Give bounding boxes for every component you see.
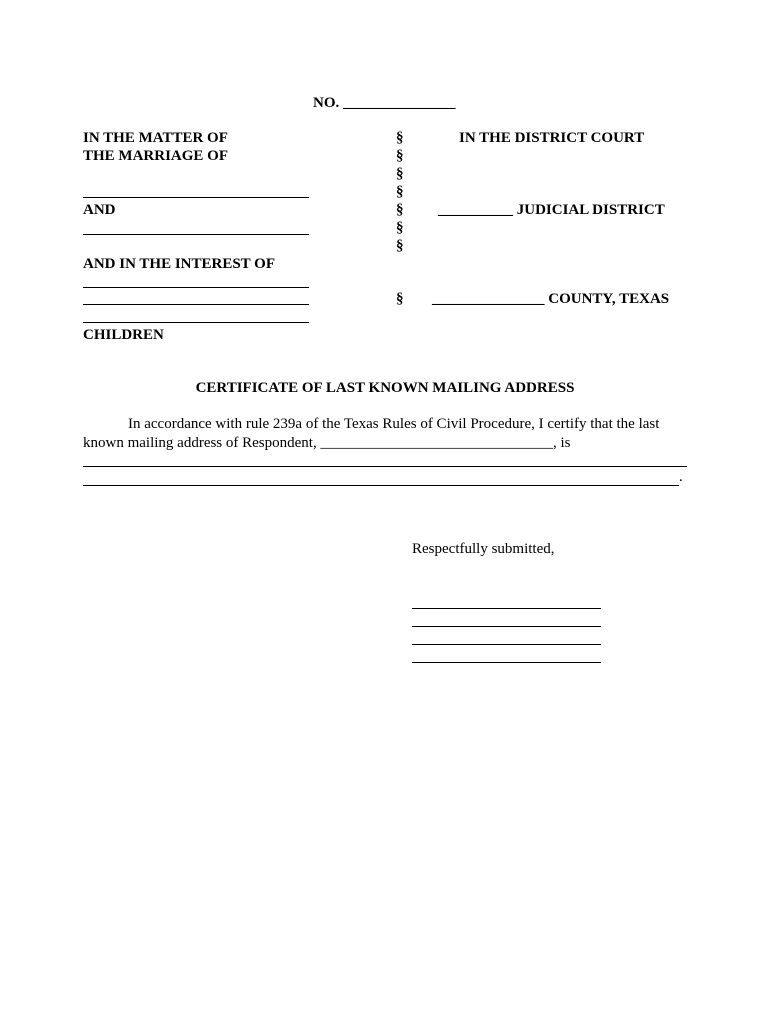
respectfully-submitted: Respectfully submitted, (412, 541, 555, 557)
county-label: COUNTY, TEXAS (548, 291, 670, 307)
address-line-2[interactable] (83, 485, 679, 486)
address-line-1[interactable] (83, 466, 687, 467)
judicial-district-label: JUDICIAL DISTRICT (516, 202, 665, 218)
child-name-line-2[interactable] (83, 304, 309, 305)
judicial-district (438, 202, 665, 219)
caption-children: CHILDREN (83, 327, 164, 343)
case-number (313, 95, 456, 112)
district-court-title: IN THE DISTRICT COURT (459, 130, 645, 146)
section-symbol: § (396, 148, 404, 164)
signature-line-1[interactable] (412, 608, 601, 609)
address-period: . (679, 469, 683, 485)
section-symbol: § (396, 220, 404, 236)
judicial-district-blank[interactable]: __________ (438, 202, 513, 218)
caption-marriage-of: THE MARRIAGE OF (83, 148, 229, 164)
county-blank[interactable]: _______________ (432, 291, 545, 307)
petitioner-name-line[interactable] (83, 197, 309, 198)
section-symbol: § (396, 238, 404, 254)
respondent-blank[interactable]: _______________________________ (320, 435, 553, 451)
body-line-2 (83, 435, 570, 452)
body-line-1: In accordance with rule 239a of the Texas Rules of Civil Procedure, I certify that the last (128, 416, 660, 432)
child-name-line-1[interactable] (83, 287, 309, 288)
certificate-heading: CERTIFICATE OF LAST KNOWN MAILING ADDRESS (195, 380, 575, 396)
section-symbol: § (396, 184, 404, 200)
caption-interest-of: AND IN THE INTEREST OF (83, 256, 275, 272)
body-line-2-end: , is (552, 435, 571, 451)
section-symbol: § (396, 202, 404, 218)
signature-line-2[interactable] (412, 626, 601, 627)
respondent-name-line[interactable] (83, 234, 309, 235)
county-texas (432, 291, 669, 308)
signature-line-4[interactable] (412, 662, 601, 663)
section-symbol: § (396, 166, 404, 182)
section-symbol: § (396, 291, 404, 307)
caption-and: AND (83, 202, 116, 218)
child-name-line-3[interactable] (83, 322, 309, 323)
case-number-label: NO. (313, 95, 340, 111)
section-symbol: § (396, 130, 404, 146)
body-line-2-start: known mailing address of Respondent, (83, 435, 317, 451)
signature-line-3[interactable] (412, 644, 601, 645)
caption-matter-of: IN THE MATTER OF (83, 130, 228, 146)
case-number-blank[interactable]: _______________ (343, 95, 456, 111)
